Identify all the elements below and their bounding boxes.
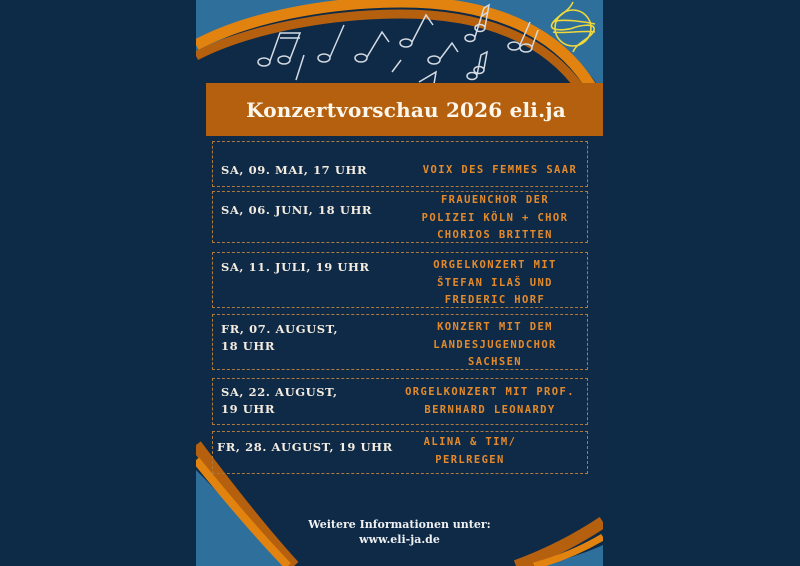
footer-info <box>196 517 603 547</box>
event-row <box>212 252 588 308</box>
event-date: FR, 28. AUGUST, 19 UHR <box>217 440 393 454</box>
title-banner <box>206 83 603 136</box>
event-title: VOIX DES FEMMES SAAR <box>422 164 578 176</box>
event-date: SA, 09. MAI, 17 UHR <box>221 163 368 177</box>
event-row <box>212 141 588 187</box>
event-row <box>212 378 588 425</box>
page-title: Konzertvorschau 2026 eli.ja <box>246 97 566 122</box>
event-row <box>212 431 588 474</box>
event-date: SA, 11. JULI, 19 UHR <box>221 260 370 274</box>
event-date: FR, 07. AUGUST, 18 UHR <box>221 322 339 353</box>
event-row <box>212 191 588 243</box>
event-row <box>212 314 588 370</box>
event-title: FRAUENCHOR DER POLIZEI KÖLN + CHOR CHORIOS BRITTEN <box>421 194 569 241</box>
event-title: ORGELKONZERT MIT PROF. BERNHARD LEONARDY <box>405 386 575 416</box>
footer-label: Weitere Informationen unter: <box>308 518 491 531</box>
event-title: ORGELKONZERT MIT ŠTEFAN ILAŠ UND FREDERIC HORF <box>433 259 557 306</box>
website-link[interactable]: www.eli-ja.de <box>359 533 440 546</box>
concert-poster <box>196 0 603 566</box>
event-title: ALINA & TIM/ PERLREGEN <box>423 436 517 466</box>
event-title: KONZERT MIT DEM LANDESJUGENDCHOR SACHSEN <box>433 321 557 368</box>
event-date: SA, 22. AUGUST, 19 UHR <box>221 385 338 416</box>
event-date: SA, 06. JUNI, 18 UHR <box>221 203 373 217</box>
